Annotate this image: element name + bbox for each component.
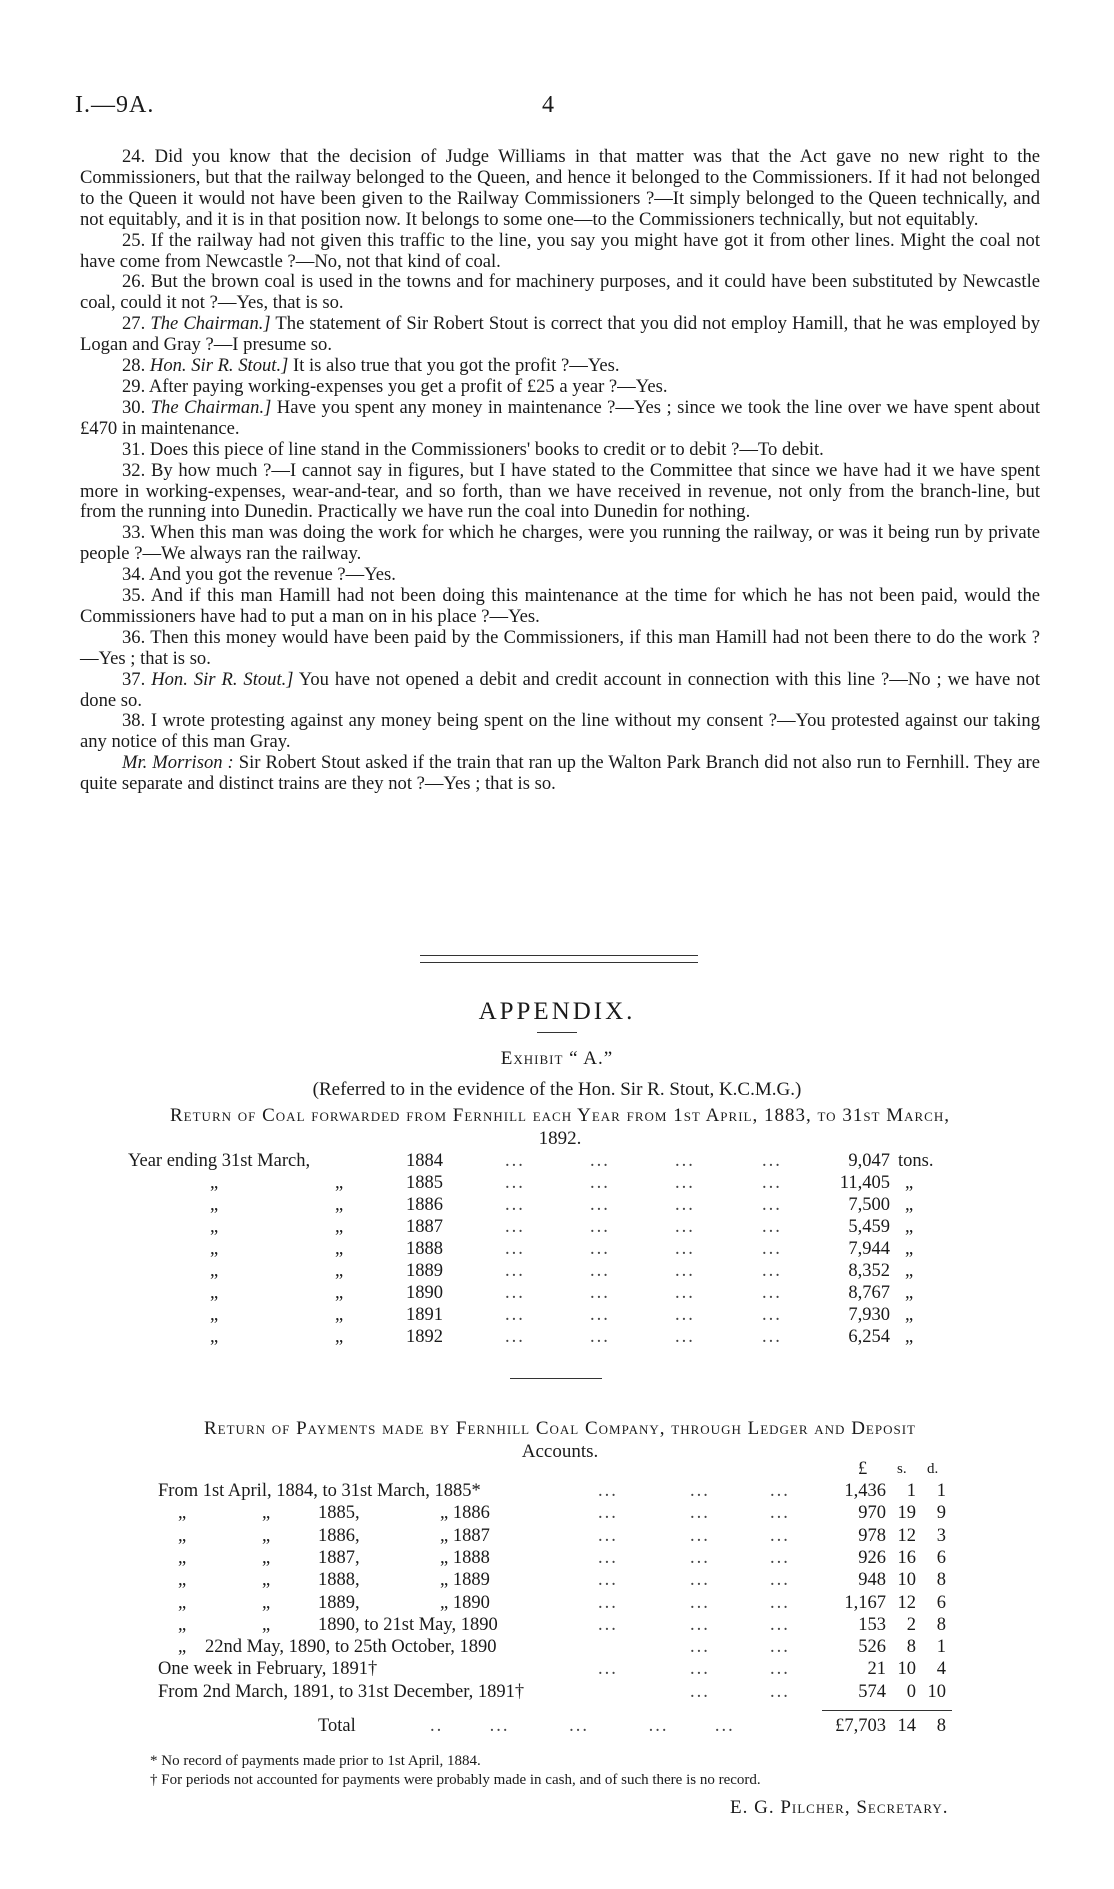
leader-dots: ... [770,1681,790,1702]
payment-row [0,1525,1114,1547]
ditto-mark: „ [210,1283,219,1303]
leader-dots: ... [675,1239,695,1259]
leader-dots: ... [770,1503,790,1524]
question-number: 24. [122,146,146,167]
paragraph-text: When this man was doing the work for which he charges, were you running the railway, or was it being run by private people ?—We always ran the railway. [80,522,1040,565]
leader-dots: ... [762,1173,782,1193]
leader-dots: ... [690,1525,710,1546]
signature: E. G. Pilcher, Secretary. [730,1797,949,1818]
ditto-mark: „ [178,1570,187,1591]
document-reference: I.—9A. [75,92,155,118]
leader-dots: ... [675,1151,695,1171]
leader-dots: ... [770,1570,790,1591]
leader-dots: ... [690,1681,710,1702]
coal-return-row [0,1282,1114,1304]
period-label: From 2nd March, 1891, to 31st December, 1891† [158,1681,525,1702]
evidence-paragraph [80,586,1040,628]
ditto-mark: „ [262,1614,271,1635]
leader-dots: ... [770,1547,790,1568]
evidence-paragraph [80,753,1040,795]
amount-pence: 9 [936,1503,946,1524]
ditto-mark: „ [905,1217,914,1237]
period-to: „ 1890 [440,1592,490,1613]
leader-dots: ... [762,1239,782,1259]
footnote-2: † For periods not accounted for payments were probably made in cash, and of such there is no record. [150,1772,761,1788]
year-value: 1885 [406,1173,443,1193]
speaker-label: Hon. Sir R. Stout.] [149,355,289,377]
amount-shillings: 16 [897,1547,916,1568]
leader-dots: ... [675,1217,695,1237]
payment-row [0,1502,1114,1524]
paragraph-text: Then this money would have been paid by the Commissioners, if this man Hamill had not been there to do the work ?—Yes ; that is so. [80,626,1041,669]
amount-pence: 6 [936,1592,946,1613]
leader-dots: ... [762,1261,782,1281]
ditto-mark: „ [335,1195,344,1215]
total-label: Total [318,1716,356,1736]
ditto-mark: „ [905,1261,914,1281]
total-pounds: £7,703 [835,1716,886,1736]
leader-dots: ... [690,1659,710,1680]
year-value: 1892 [406,1327,443,1347]
ditto-mark: „ [178,1547,187,1568]
amount-shillings: 12 [897,1525,916,1546]
amount-pence: 10 [927,1681,946,1702]
leader-dots: ... [505,1327,525,1347]
total-rule [822,1710,952,1711]
period-to: „ 1888 [440,1547,490,1568]
amount-pounds: 978 [858,1525,886,1546]
leader-dots: ... [690,1481,710,1501]
leader-dots: ... [675,1261,695,1281]
ditto-mark: „ [210,1239,219,1259]
leader-dots: ... [675,1195,695,1215]
amount-pence: 6 [936,1547,946,1568]
page-header [75,92,1035,122]
leader-dots: ... [598,1503,618,1524]
leader-dots: ... [598,1525,618,1546]
period-label: One week in February, 1891† [158,1659,378,1680]
amount-pence: 3 [936,1525,946,1546]
leader-dots: ... [505,1217,525,1237]
leader-dots: ... [598,1659,618,1680]
period-from: 1889, [318,1592,360,1613]
leader-dots: ... [770,1525,790,1546]
leader-dots: ... [590,1305,610,1325]
leader-dots: ... [505,1305,525,1325]
question-number: 26. [122,271,146,293]
leader-dots: ... [770,1481,790,1501]
amount-pence: 1 [936,1481,946,1501]
evidence-paragraph [80,356,1040,377]
paragraph-text: Have you spent any money in maintenance ?—Yes ; since we took the line over we have spent about £470 in maintenance. [80,396,1041,439]
appendix-title: APPENDIX. [478,998,636,1025]
period-from: 1887, [318,1547,360,1568]
leader-dots: ... [590,1327,610,1347]
ditto-mark: „ [178,1592,187,1613]
year-value: 1891 [406,1305,443,1325]
amount-shillings: 19 [897,1503,916,1524]
year-value: 1888 [406,1239,443,1259]
period-to: „ 1887 [440,1525,490,1546]
period-to: „ 1889 [440,1570,490,1591]
paragraph-text: After paying working-expenses you get a profit of £25 a year ?—Yes. [148,375,668,397]
leader-dots: ... [598,1570,618,1591]
leader-dots: ... [770,1592,790,1613]
leader-dots: ... [762,1217,782,1237]
question-number: 29. [122,375,146,397]
ditto-mark: „ [905,1283,914,1303]
question-number: 35. [122,585,146,607]
amount-shillings: 10 [897,1659,916,1680]
leader-dots: ... [505,1151,525,1171]
amount-pounds: 926 [858,1547,886,1568]
leader-dots: ... [598,1592,618,1613]
amount-shillings: 2 [906,1614,916,1635]
unit-label: tons. [898,1151,934,1171]
speaker-label: The Chairman.] [150,313,271,335]
leader-dots: ... [770,1614,790,1635]
amount-pence: 1 [936,1637,946,1658]
period-from: 1888, [318,1570,360,1591]
ditto-mark: „ [335,1261,344,1281]
tons-value: 11,405 [839,1173,890,1193]
period-from: 1885, [318,1503,360,1524]
amount-pounds: 948 [858,1570,886,1591]
question-number: 28. [122,355,146,377]
leader-dots: ... [690,1570,710,1591]
amount-pounds: 153 [858,1614,886,1635]
paragraph-text: It is also true that you got the profit ?—Yes. [293,355,620,377]
ditto-mark: „ [210,1217,219,1237]
coal-return-row [0,1260,1114,1282]
leader-dots: ... [675,1173,695,1193]
payment-row [0,1636,1114,1658]
evidence-paragraph [80,711,1040,753]
ditto-mark: „ [905,1305,914,1325]
payment-row [0,1569,1114,1591]
ditto-mark: „ [262,1503,271,1524]
evidence-paragraph [80,440,1040,461]
leader-dots: ... [505,1239,525,1259]
payments-column-headers [0,1458,1114,1480]
col-shillings-header: s. [897,1461,907,1477]
ditto-mark: „ [262,1592,271,1613]
leader-dots: ... [770,1637,790,1658]
leader-dots: ... [590,1173,610,1193]
payment-row [0,1547,1114,1569]
period-from: 1890, to 21st May, 1890 [318,1614,498,1635]
tons-value: 6,254 [848,1327,890,1347]
evidence-paragraph [80,231,1040,273]
payment-row [0,1614,1114,1636]
leader-dots: ... [590,1217,610,1237]
paragraph-text: You have not opened a debit and credit account in connection with this line ?—No ; we have not done so. [80,668,1040,711]
leader-dots: ... [690,1503,710,1524]
amount-pence: 4 [936,1659,946,1680]
leader-dots: ... [590,1151,610,1171]
ditto-mark: „ [905,1173,914,1193]
amount-shillings: 1 [906,1481,916,1501]
speaker-label: Hon. Sir R. Stout.] [151,668,294,690]
leader-dots: ... [675,1283,695,1303]
coal-return-row [0,1194,1114,1216]
year-value: 1887 [406,1217,443,1237]
ditto-mark: „ [262,1570,271,1591]
evidence-paragraph [80,377,1040,398]
leader-dots: ... [690,1614,710,1635]
year-label: Year ending 31st March, [128,1151,311,1171]
paragraph-text: Did you know that the decision of Judge Williams in that matter was that the Act gave no new right to the Commissioners, but that the railway belonged to the Queen, and hence it belonged to the Commissioners. If it had not belonged to the Queen it would not have been given to the Railway Commissioners ?—It simply belonged to the Queen technically, and not equitably, and it is in that position now. It belongs to some one—to the Commissioners technically, but not equitably. [80,146,1040,230]
amount-pounds: 526 [858,1637,886,1658]
amount-shillings: 8 [906,1637,916,1658]
coal-return-row [0,1326,1114,1348]
tons-value: 8,767 [848,1283,890,1303]
paragraph-text: If the railway had not given this traffic to the line, you say you might have got it from other lines. Might the coal not have come from Newcastle ?—No, not that kind of coal. [80,229,1040,272]
page-number: 4 [542,92,554,118]
question-number: 27. [122,313,146,335]
total-shillings: 14 [897,1716,916,1736]
leader-dots: ... [690,1592,710,1613]
leader-dots: ... [590,1239,610,1259]
question-number: 31. [122,438,146,460]
leader-dots: ... [690,1547,710,1568]
evidence-paragraph [80,461,1040,524]
period-label: 22nd May, 1890, to 25th October, 1890 [205,1637,497,1658]
year-value: 1889 [406,1261,443,1281]
amount-shillings: 0 [906,1681,916,1702]
section-divider [420,955,698,963]
question-number: 36. [122,626,146,648]
amount-shillings: 12 [897,1592,916,1613]
paragraph-text: Sir Robert Stout asked if the train that ran up the Walton Park Branch did not also run to Fernhill. They are quite separate and distinct trains are they not ?—Yes ; that is so. [80,752,1041,795]
paragraph-text: I wrote protesting against any money being spent on the line without my consent ?—You protested against our taking any notice of this man Gray. [80,710,1040,753]
leader-dots: ... [762,1283,782,1303]
footnote-1: * No record of payments made prior to 1st April, 1884. [150,1753,481,1769]
col-pounds-header: £ [858,1459,868,1479]
ditto-mark: „ [262,1547,271,1568]
question-number: 38. [122,710,146,732]
tons-value: 8,352 [848,1261,890,1281]
amount-pounds: 21 [867,1659,886,1680]
tons-value: 9,047 [848,1151,890,1171]
total-pence: 8 [936,1716,946,1736]
coal-return-title-line1: Return of Coal forwarded from Fernhill each Year from 1st April, 1883, to 31st March, [170,1105,950,1126]
coal-return-title-line2: 1892. [538,1128,582,1149]
paragraph-text: The statement of Sir Robert Stout is correct that you did not employ Hamill, that he was employed by Logan and Gray ?—I presume so. [80,313,1041,356]
period-to: „ 1886 [440,1503,490,1524]
evidence-paragraph [80,565,1040,586]
year-value: 1886 [406,1195,443,1215]
paragraph-text: And if this man Hamill had not been doing this maintenance at the time for which he has not been paid, would the Commissioners have had to put a man on in his place ?—Yes. [80,585,1040,627]
payment-row [0,1592,1114,1614]
question-number: 34. [122,564,146,586]
payment-row [0,1681,1114,1703]
amount-shillings: 10 [897,1570,916,1591]
ditto-mark: „ [178,1637,187,1658]
table-divider [510,1378,602,1379]
amount-pence: 8 [936,1614,946,1635]
question-number: 32. [122,459,146,481]
ditto-mark: „ [335,1283,344,1303]
coal-return-row [0,1172,1114,1194]
period-label: From 1st April, 1884, to 31st March, 1885* [158,1481,481,1501]
evidence-paragraph [80,147,1040,231]
leader-dots: ... [590,1195,610,1215]
amount-pounds: 1,436 [844,1481,886,1501]
ditto-mark: „ [210,1195,219,1215]
ditto-mark: „ [335,1217,344,1237]
ditto-mark: „ [905,1327,914,1347]
ditto-mark: „ [210,1327,219,1347]
coal-return-row [0,1304,1114,1326]
ditto-mark: „ [210,1305,219,1325]
leader-dots: ... [590,1283,610,1303]
evidence-paragraph [80,670,1040,712]
evidence-paragraph [80,398,1040,440]
ditto-mark: „ [178,1525,187,1546]
paragraph-text: Does this piece of line stand in the Commissioners' books to credit or to debit ?—To debit. [149,438,824,460]
tons-value: 7,944 [848,1239,890,1259]
evidence-paragraph [80,523,1040,565]
ditto-mark: „ [178,1503,187,1524]
speaker-label: Mr. Morrison : [122,752,234,774]
leader-dots: ... [598,1481,618,1501]
coal-return-row [0,1216,1114,1238]
evidence-paragraph [80,272,1040,314]
coal-return-row [0,1150,1114,1172]
title-underline [537,1032,577,1033]
evidence-paragraph [80,314,1040,356]
leader-dots: ... [505,1173,525,1193]
exhibit-reference: (Referred to in the evidence of the Hon. Sir R. Stout, K.C.M.G.) [312,1079,802,1100]
ditto-mark: „ [335,1305,344,1325]
payment-row [0,1480,1114,1502]
ditto-mark: „ [335,1173,344,1193]
amount-pounds: 574 [858,1681,886,1702]
leader-dots: ... [598,1614,618,1635]
tons-value: 7,930 [848,1305,890,1325]
ditto-mark: „ [210,1173,219,1193]
payment-row [0,1658,1114,1680]
leader-dots: ... [770,1659,790,1680]
question-number: 37. [122,668,146,690]
leader-dots: ... [675,1305,695,1325]
payments-return-title-line1: Return of Payments made by Fernhill Coal Company, through Ledger and Deposit [204,1418,916,1439]
leader-dots: ... [762,1151,782,1171]
ditto-mark: „ [178,1614,187,1635]
leader-dots: ... [598,1547,618,1568]
leader-dots: ... [505,1195,525,1215]
payments-return-title-line2: Accounts. [521,1441,599,1462]
amount-pounds: 970 [858,1503,886,1524]
tons-value: 7,500 [848,1195,890,1215]
ditto-mark: „ [335,1327,344,1347]
speaker-label: The Chairman.] [150,396,272,418]
leader-dots: ... [590,1261,610,1281]
coal-return-row [0,1238,1114,1260]
leader-dots: ... [762,1305,782,1325]
ditto-mark: „ [905,1239,914,1259]
evidence-paragraph [80,628,1040,670]
year-value: 1884 [406,1151,443,1171]
paragraph-text: But the brown coal is used in the towns and for machinery purposes, and it could have been substituted by Newcastle coal, could it not ?—Yes, that is so. [80,271,1041,314]
col-pence-header: d. [927,1461,939,1477]
evidence-text [80,147,1040,795]
leader-dots: ... [762,1327,782,1347]
tons-value: 5,459 [848,1217,890,1237]
ditto-mark: „ [262,1525,271,1546]
ditto-mark: „ [905,1195,914,1215]
leader-dots: ... [505,1261,525,1281]
period-from: 1886, [318,1525,360,1546]
amount-pence: 8 [936,1570,946,1591]
payments-total-row: Total .. ... ... ... ... £7,703 14 8 [318,1716,946,1736]
question-number: 25. [122,229,146,251]
question-number: 30. [122,396,146,418]
ditto-mark: „ [210,1261,219,1281]
year-value: 1890 [406,1283,443,1303]
leader-dots: ... [690,1637,710,1658]
ditto-mark: „ [335,1239,344,1259]
paragraph-text: By how much ?—I cannot say in figures, but I have stated to the Committee that since we have had it we have spent more in working-expenses, wear-and-tear, and so forth, than we have received in revenue, not only from the branch-line, but from the running into Dunedin. Practically we have run the coal into Dunedin for nothing. [80,459,1041,523]
exhibit-label: Exhibit “ A.” [500,1048,614,1069]
leader-dots: ... [675,1327,695,1347]
leader-dots: ... [762,1195,782,1215]
paragraph-text: And you got the revenue ?—Yes. [148,564,396,586]
question-number: 33. [122,522,146,544]
amount-pounds: 1,167 [844,1592,886,1613]
leader-dots: ... [505,1283,525,1303]
